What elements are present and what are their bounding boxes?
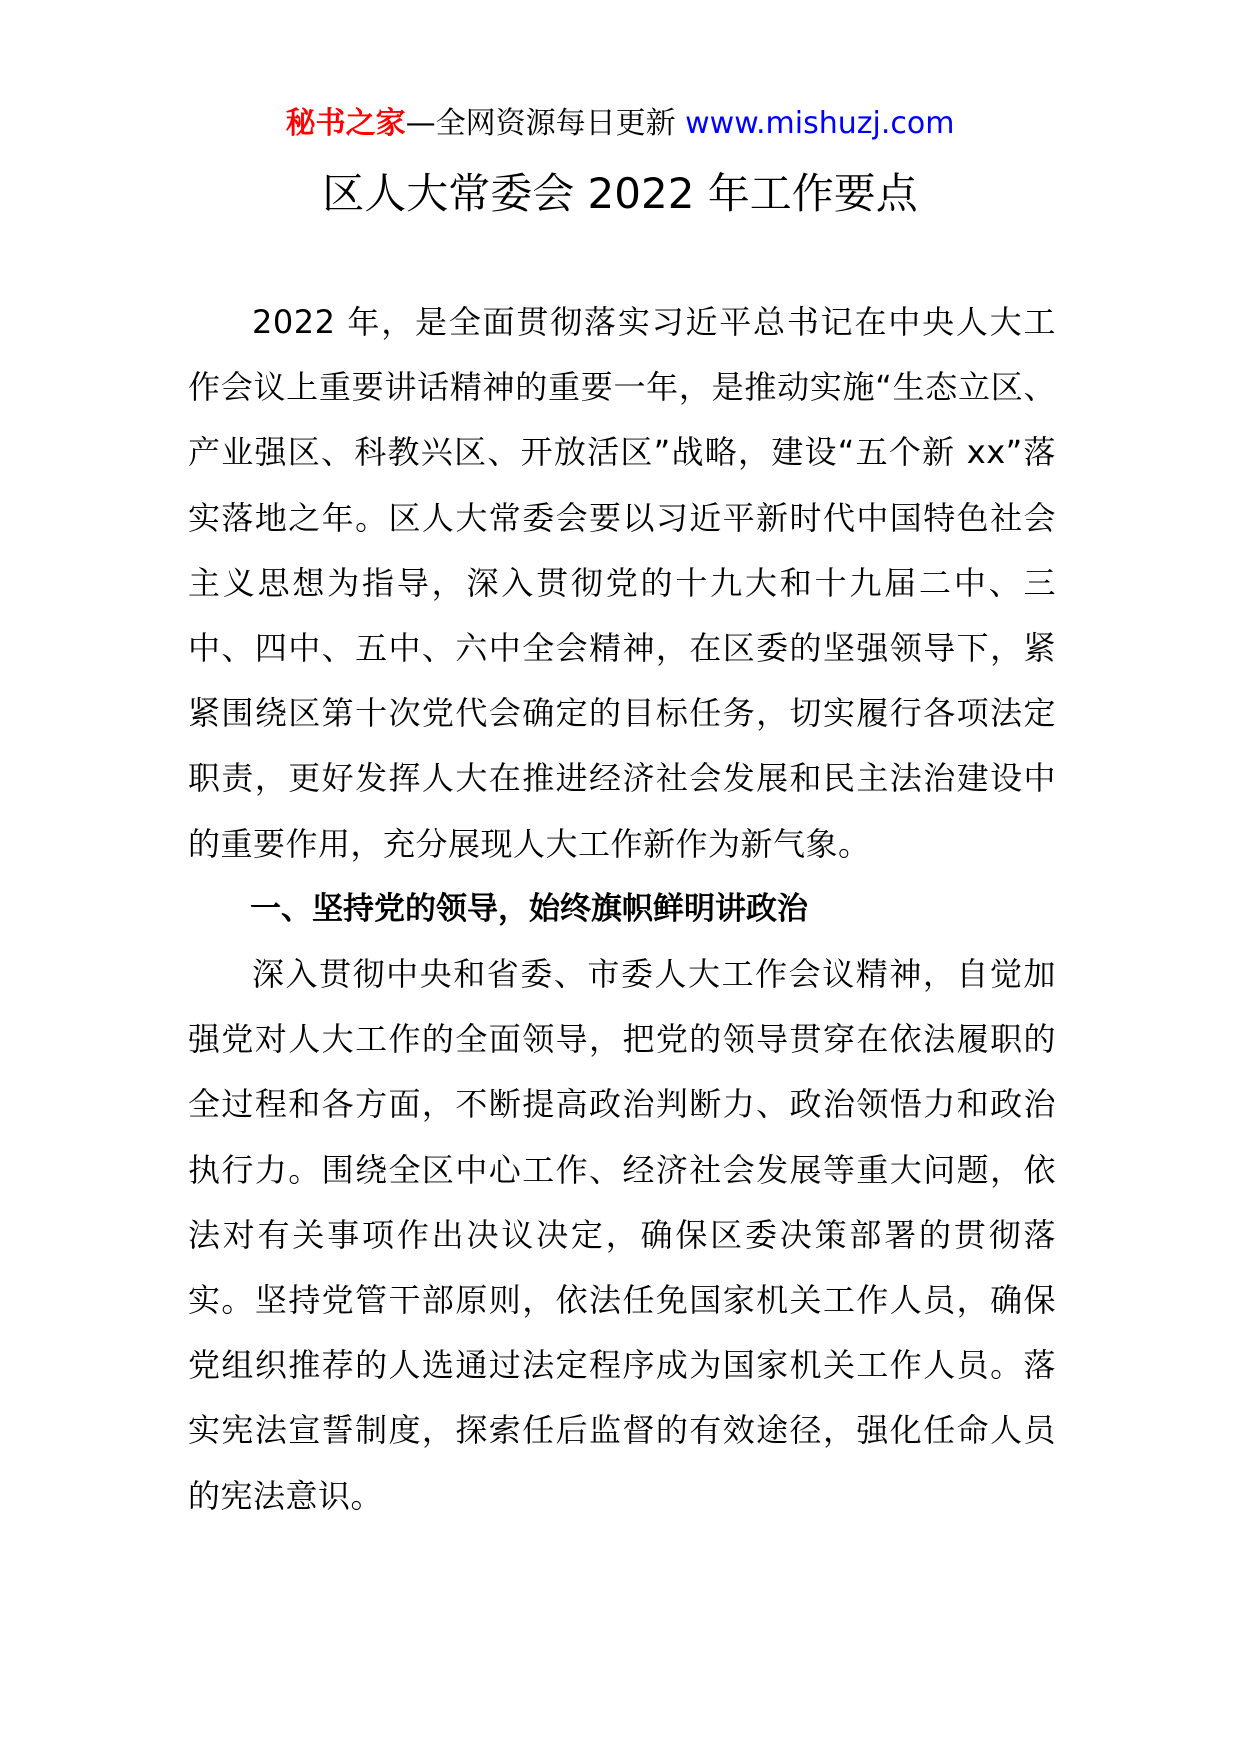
- document-title: 区人大常委会 2022 年工作要点: [322, 169, 918, 218]
- section-1-paragraph: 深入贯彻中央和省委、市委人大工作会议精神，自觉加强党对人大工作的全面领导，把党的领导贯穿在依法履职的全过程和各方面，不断提高政治判断力、政治领悟力和政治执行力。围绕全区中心工作、经济社会发展等重大问题，依法对有关事项作出决议决定，确保区委决策部署的贯彻落实。坚持党管干部原则，依法任免国家机关工作人员，确保党组织推荐的人选通过法定程序成为国家机关工作人员。落实宪法宣誓制度，探索任后监督的有效途径，强化任命人员的宪法意识。: [188, 955, 1056, 1515]
- brand-name: 秘书之家: [285, 106, 406, 141]
- intro-paragraph: 2022 年，是全面贯彻落实习近平总书记在中央人大工作会议上重要讲话精神的重要一年，是推动实施“生态立区、产业强区、科教兴区、开放活区”战略，建设“五个新 xx”落实落地之年。区人大常委会要以习近平新时代中国特色社会主义思想为指导，深入贯彻党的十九大和十九届二中、三中、四中、五中、六中全会精神，在区委的坚强领导下，紧紧围绕区第十次党代会确定的目标任务，切实履行各项法定职责，更好发挥人大在推进经济社会发展和民主法治建设中的重要作用，充分展现人大工作新作为新气象。: [188, 303, 1056, 863]
- watermark-banner: [0, 100, 1240, 148]
- document-body: [188, 290, 1056, 1529]
- slogan-text: —全网资源每日更新: [405, 106, 686, 141]
- section-heading-1: 一、坚持党的领导，始终旗帜鲜明讲政治: [250, 890, 808, 927]
- website-link[interactable]: www.mishuzj.com: [685, 106, 955, 141]
